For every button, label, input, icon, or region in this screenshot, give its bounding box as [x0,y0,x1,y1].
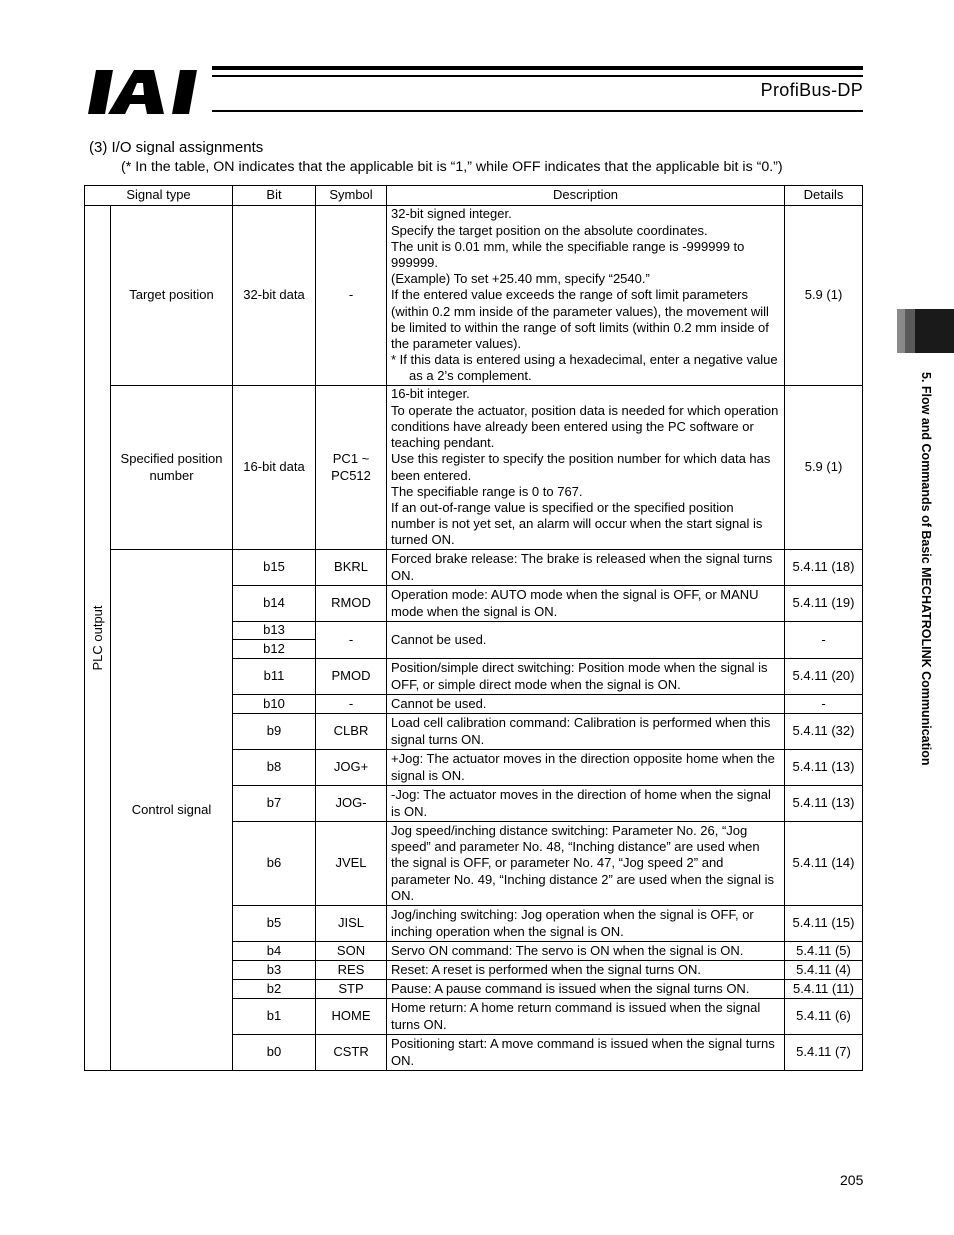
symbol-cell: RMOD [316,586,387,622]
bit-cell: b15 [233,550,316,586]
description-cell: Reset: A reset is performed when the signal turns ON. [387,961,785,980]
description-cell: Forced brake release: The brake is released when the signal turns ON. [387,550,785,586]
bit-cell: b9 [233,714,316,750]
bit-cell: b14 [233,586,316,622]
symbol-cell: - [316,695,387,714]
symbol-cell: CSTR [316,1035,387,1071]
symbol-cell: - [316,206,387,386]
symbol-cell: JISL [316,906,387,942]
header-rule [212,66,863,116]
symbol-cell: JOG+ [316,750,387,786]
bit-cell: b13 [233,622,316,640]
table-row-b15 [85,550,863,586]
description-cell [387,386,785,550]
header-details: Details [785,186,863,206]
iai-logo [86,66,210,118]
section-note: (* In the table, ON indicates that the applicable bit is “1,” while OFF indicates that the applicable bit is “0.”) [121,159,783,175]
details-cell: 5.4.11 (20) [785,659,863,695]
details-cell: 5.4.11 (14) [785,822,863,906]
details-cell: 5.4.11 (18) [785,550,863,586]
description-cell: Positioning start: A move command is issued when the signal turns ON. [387,1035,785,1071]
description-cell: Pause: A pause command is issued when the signal turns ON. [387,980,785,999]
details-cell: 5.9 (1) [785,386,863,550]
details-cell: 5.4.11 (13) [785,786,863,822]
details-cell: - [785,622,863,659]
symbol-cell: JOG- [316,786,387,822]
signal-type-cell: Specified position number [111,386,233,550]
desc-line: 32-bit signed integer. [391,206,512,222]
details-cell: 5.4.11 (6) [785,999,863,1035]
header-symbol: Symbol [316,186,387,206]
bit-cell: 32-bit data [233,206,316,386]
details-cell: 5.4.11 (4) [785,961,863,980]
bit-cell: b6 [233,822,316,906]
chapter-caption-text: 5. Flow and Commands of Basic MECHATROLINK Communication [919,372,933,766]
iai-logo-graphic [86,66,210,118]
symbol-cell: - [316,622,387,659]
bit-cell: b11 [233,659,316,695]
details-cell: 5.4.11 (15) [785,906,863,942]
chapter-caption [919,372,939,872]
description-cell: -Jog: The actuator moves in the direction of home when the signal is ON. [387,786,785,822]
desc-line: If an out-of-range value is specified or the specified position number is not yet set, an alarm will occur when the start signal is turned ON. [391,499,763,548]
symbol-cell: STP [316,980,387,999]
details-cell: 5.4.11 (11) [785,980,863,999]
bit-cell: b4 [233,942,316,961]
symbol-cell: BKRL [316,550,387,586]
bit-cell: 16-bit data [233,386,316,550]
description-cell [387,206,785,386]
desc-line: The specifiable range is 0 to 767. [391,483,583,499]
description-cell: Servo ON command: The servo is ON when the signal is ON. [387,942,785,961]
description-cell: Jog speed/inching distance switching: Parameter No. 26, “Jog speed” and parameter No. 48, “Inching distance” are used when the signal is OFF, or parameter No. 47, “Jog speed 2” and parameter No. 49, “Inching distance 2” are used when the signal is ON. [387,822,785,906]
bit-cell: b1 [233,999,316,1035]
page-number: 205 [840,1172,864,1188]
header-description: Description [387,186,785,206]
bit-cell: b2 [233,980,316,999]
symbol-cell: SON [316,942,387,961]
bit-cell: b12 [233,640,316,659]
desc-line: To operate the actuator, position data is needed for which operation conditions have already been entered using the PC software or teaching pendant. [391,402,779,451]
bit-cell: b5 [233,906,316,942]
bit-cell: b0 [233,1035,316,1071]
desc-line: Use this register to specify the position number for which data has been entered. [391,451,771,483]
desc-note: * If this data is entered using a hexadecimal, enter a negative value as a 2’s complement. [391,352,778,384]
desc-line: (Example) To set +25.40 mm, specify “2540.” [391,271,650,287]
symbol-cell: JVEL [316,822,387,906]
description-cell: Cannot be used. [387,695,785,714]
details-cell: 5.9 (1) [785,206,863,386]
bit-cell: b3 [233,961,316,980]
symbol-cell: RES [316,961,387,980]
desc-line: Specify the target position on the absolute coordinates. [391,222,708,238]
description-cell: Cannot be used. [387,622,785,659]
bit-cell: b10 [233,695,316,714]
symbol-cell: CLBR [316,714,387,750]
header-title: ProfiBus-DP [760,80,863,100]
details-cell: 5.4.11 (7) [785,1035,863,1071]
symbol-cell: HOME [316,999,387,1035]
plc-output-group [85,206,111,1071]
bit-cell: b8 [233,750,316,786]
details-cell: - [785,695,863,714]
details-cell: 5.4.11 (32) [785,714,863,750]
description-cell: Operation mode: AUTO mode when the signal is OFF, or MANU mode when the signal is ON. [387,586,785,622]
io-signal-table [84,185,863,1071]
signal-type-cell: Target position [111,206,233,386]
desc-line: If the entered value exceeds the range of soft limit parameters (within 0.2 mm inside of the parameter values), the movement will be limited to within the range of soft limits (within 0.2 mm inside of the parameter values). [391,287,769,351]
table-row-target-position [85,206,863,386]
section-title: (3) I/O signal assignments [89,139,264,156]
header-bit: Bit [233,186,316,206]
description-cell: +Jog: The actuator moves in the direction opposite home when the signal is ON. [387,750,785,786]
symbol-cell: PC1 ~ PC512 [316,386,387,550]
plc-output-label: PLC output [89,605,105,671]
description-cell: Position/simple direct switching: Position mode when the signal is OFF, or simple direct mode when the signal is ON. [387,659,785,695]
table-header-row [85,186,863,206]
details-cell: 5.4.11 (5) [785,942,863,961]
details-cell: 5.4.11 (19) [785,586,863,622]
symbol-cell: PMOD [316,659,387,695]
table-row-position-number [85,386,863,550]
bit-cell: b7 [233,786,316,822]
description-cell: Jog/inching switching: Jog operation when the signal is OFF, or inching operation when the signal is ON. [387,906,785,942]
description-cell: Load cell calibration command: Calibration is performed when this signal turns ON. [387,714,785,750]
desc-line: The unit is 0.01 mm, while the specifiable range is -999999 to 999999. [391,238,745,270]
description-cell: Home return: A home return command is issued when the signal turns ON. [387,999,785,1035]
header-signal-type: Signal type [85,186,233,206]
details-cell: 5.4.11 (13) [785,750,863,786]
desc-line: 16-bit integer. [391,386,470,402]
signal-type-cell: Control signal [111,550,233,1071]
chapter-tab-marker [897,309,954,353]
